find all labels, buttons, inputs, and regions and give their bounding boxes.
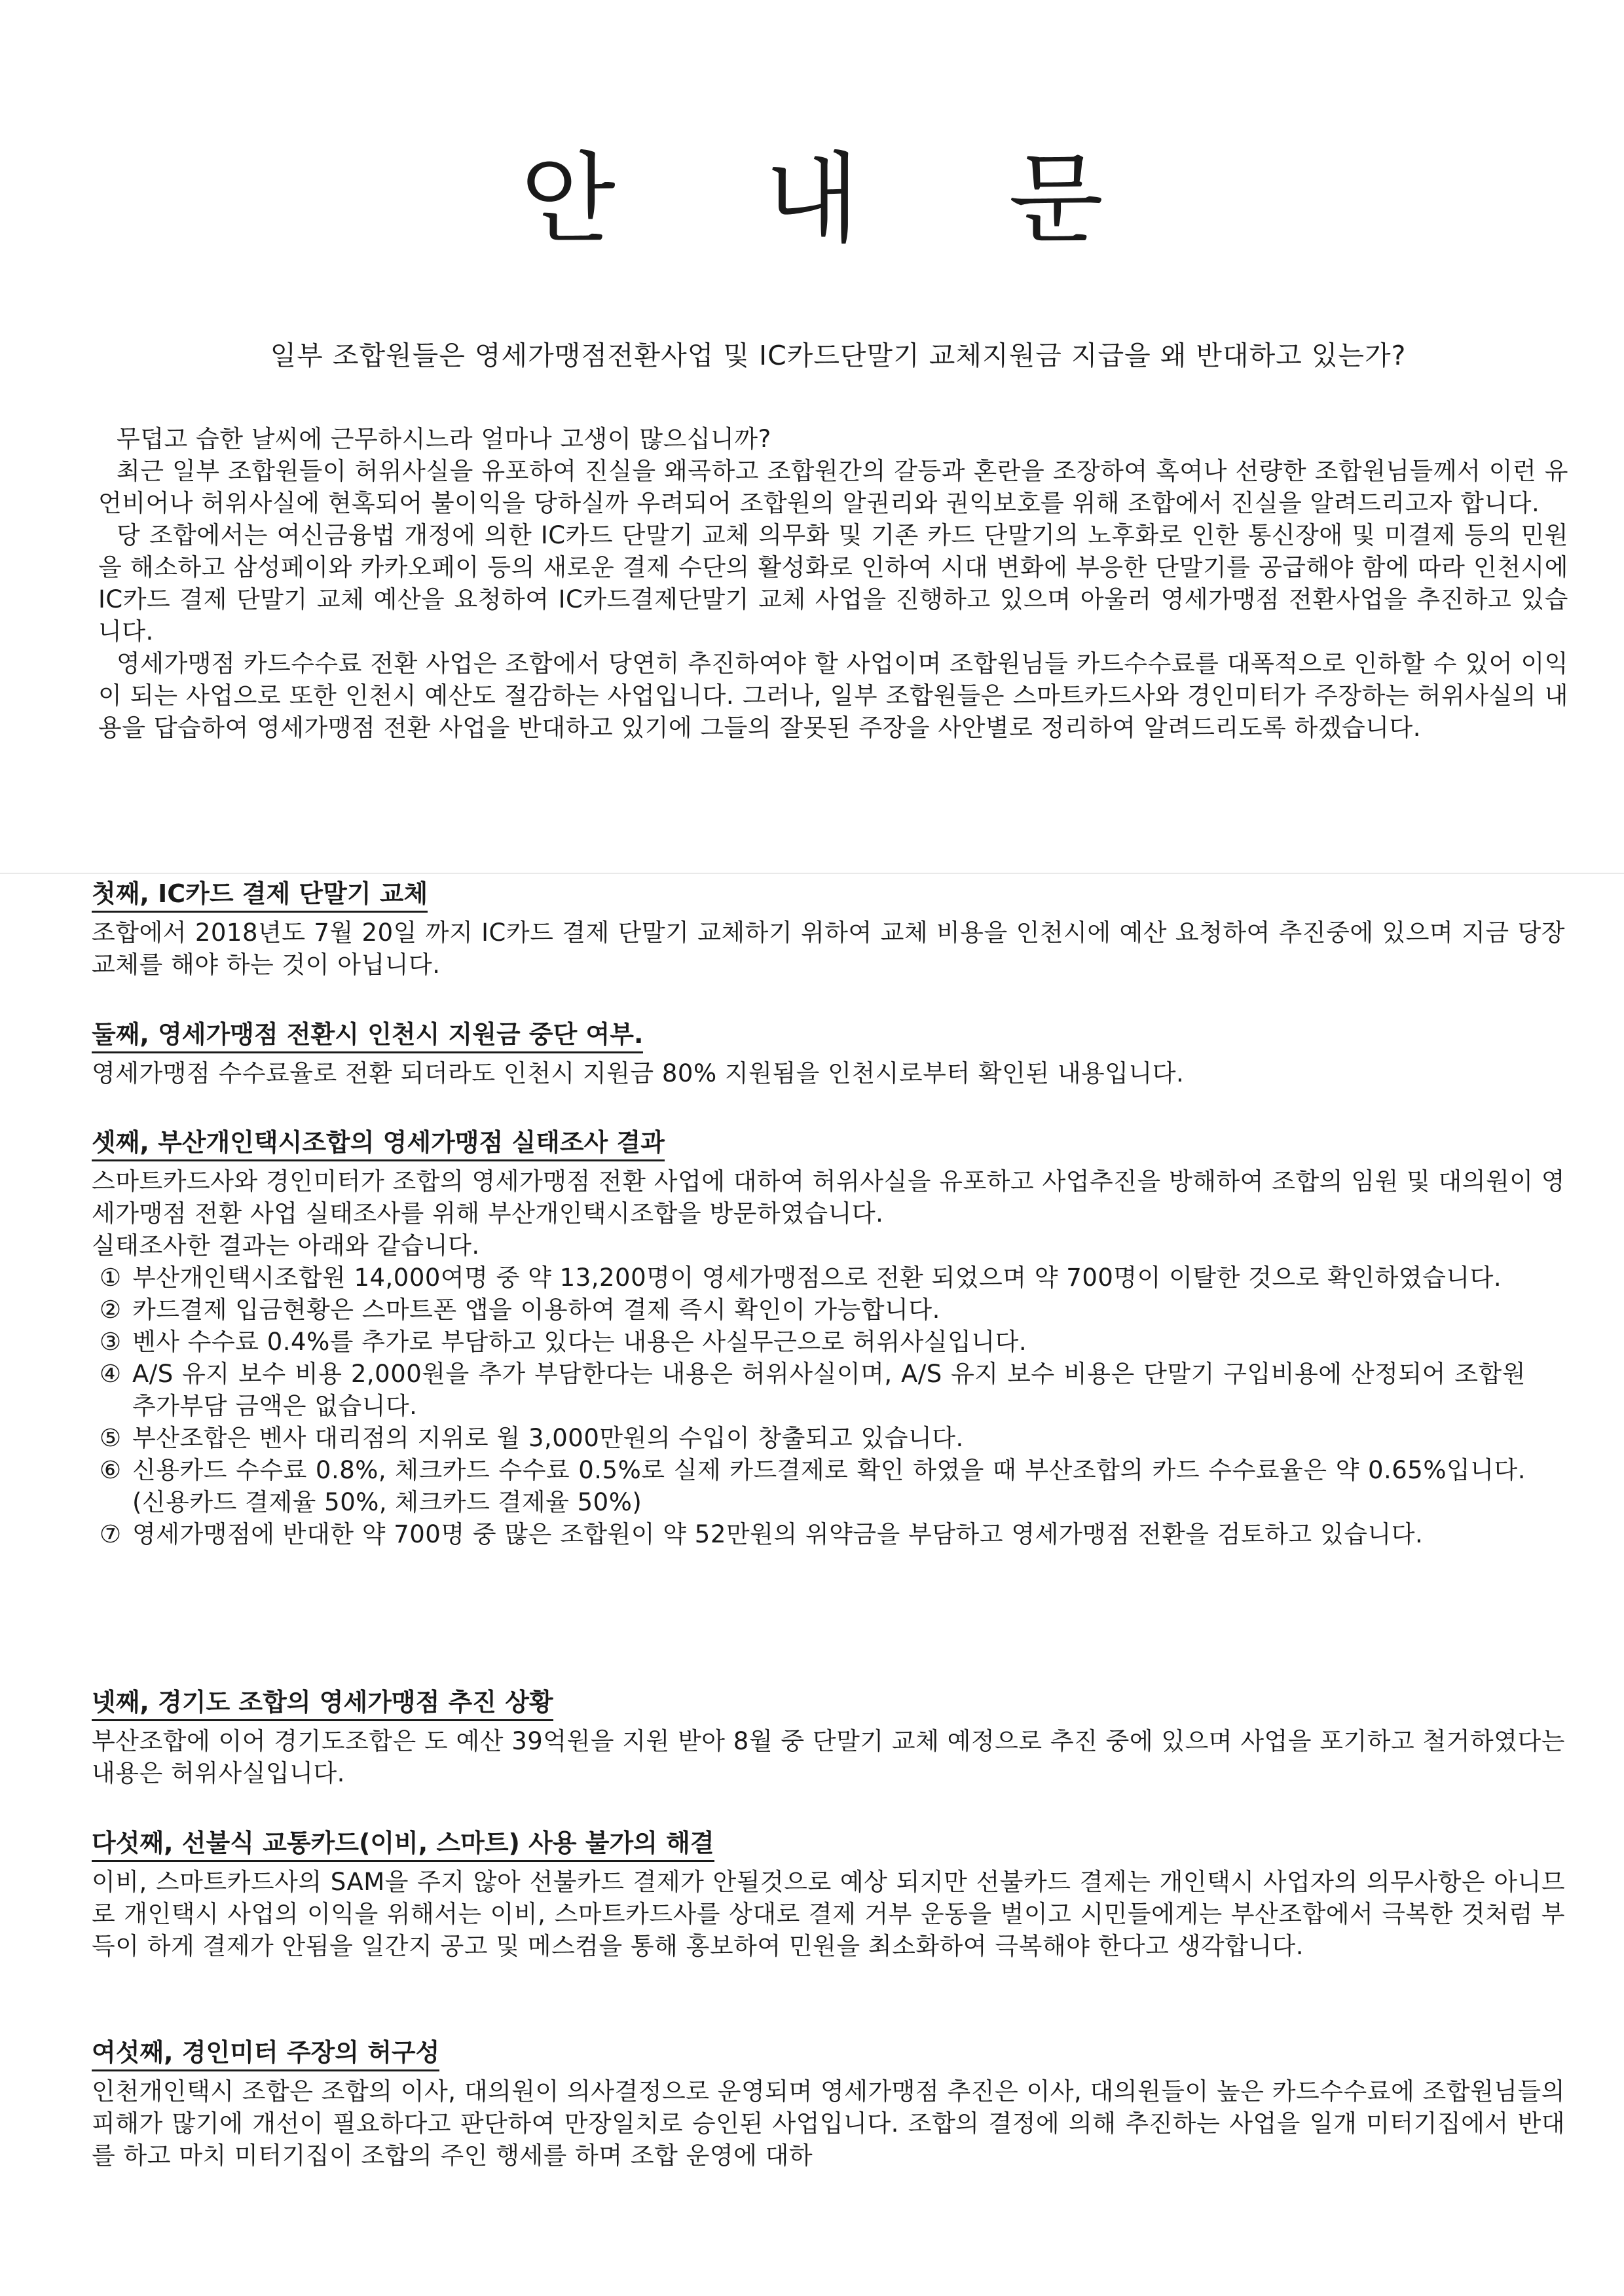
item-number: ② [100, 1296, 122, 1324]
item-number: ① [100, 1264, 122, 1292]
section-heading: 둘째, 영세가맹점 전환시 인천시 지원금 중단 여부. [92, 1018, 643, 1053]
section-body: 인천개인택시 조합은 조합의 이사, 대의원이 의사결정으로 운영되며 영세가맹점 추진은 이사, 대의원들이 높은 카드수수료에 조합원님들의 피해가 많기에 개선이 필요하다고 판단하여 만장일치로 승인된 사업입니다. 조합의 결정에 의해 추진하는 사업을 일개 미터기집에서 반대를 하고 마치 미터기집이 조합의 주인 행세를 하며 조합 운영에 대하 [92, 2077, 1565, 2170]
list-item [92, 1358, 1526, 1422]
section-third [92, 1126, 1565, 1550]
section-heading: 넷째, 경기도 조합의 영세가맹점 추진 상황 [92, 1686, 553, 1721]
item-text: 벤사 수수료 0.4%를 추가로 부담하고 있다는 내용은 사실무근으로 허위사실입니다. [132, 1328, 1027, 1356]
list-item [92, 1262, 1526, 1294]
list-item [92, 1326, 1526, 1358]
intro-paragraph: 당 조합에서는 여신금융법 개정에 의한 IC카드 단말기 교체 의무화 및 기존 카드 단말기의 노후화로 인한 통신장애 및 미결제 등의 민원을 해소하고 삼성페이와 카카오페이 등의 새로운 결제 수단의 활성화로 인하여 시대 변화에 부응한 단말기를 공급해야 함에 따라 인천시에 IC카드 결제 단말기 교체 예산을 요청하여 IC카드결제단말기 교체 사업을 진행하고 있으며 아울러 영세가맹점 전환사업을 추진하고 있습니다. [98, 521, 1568, 646]
list-item [92, 1294, 1526, 1326]
list-item [92, 1422, 1526, 1454]
section-second [92, 1018, 1565, 1089]
scan-fold-line [0, 873, 1624, 874]
item-number: ⑥ [100, 1456, 122, 1484]
intro-paragraph: 무덥고 습한 날씨에 근무하시느라 얼마나 고생이 많으십니까? [117, 425, 771, 453]
item-text: A/S 유지 보수 비용 2,000원을 추가 부담한다는 내용은 허위사실이며, A/S 유지 보수 비용은 단말기 구입비용에 산정되어 조합원 추가부담 금액은 없습니다. [132, 1360, 1526, 1420]
section-body: 영세가맹점 수수료율로 전환 되더라도 인천시 지원금 80% 지원됨을 인천시로부터 확인된 내용입니다. [92, 1059, 1185, 1087]
section-lead: 실태조사한 결과는 아래와 같습니다. [92, 1231, 480, 1260]
item-text: 영세가맹점에 반대한 약 700명 중 많은 조합원이 약 52만원의 위약금을 부담하고 영세가맹점 전환을 검토하고 있습니다. [132, 1520, 1424, 1548]
item-number: ④ [100, 1360, 122, 1388]
section-fourth [92, 1686, 1565, 1789]
list-item [92, 1518, 1526, 1550]
page-title: 안 내 문 [520, 143, 1163, 257]
item-text: 신용카드 수수료 0.8%, 체크카드 수수료 0.5%로 실제 카드결제로 확인 하였을 때 부산조합의 카드 수수료율은 약 0.65%입니다. (신용카드 결제율 50%, 체크카드 결제율 50%) [132, 1456, 1526, 1516]
section-sixth [92, 2036, 1565, 2172]
section-fifth [92, 1827, 1565, 1962]
section-heading: 여섯째, 경인미터 주장의 허구성 [92, 2036, 439, 2071]
intro-paragraph: 최근 일부 조합원들이 허위사실을 유포하여 진실을 왜곡하고 조합원간의 갈등과 혼란을 조장하여 혹여나 선량한 조합원님들께서 이런 유언비어나 허위사실에 현혹되어 불이익을 당하실까 우려되어 조합원의 알권리와 권익보호를 위해 조합에서 진실을 알려드리고자 합니다. [98, 457, 1568, 517]
section-heading: 다섯째, 선불식 교통카드(이비, 스마트) 사용 불가의 해결 [92, 1827, 714, 1862]
section-heading: 첫째, IC카드 결제 단말기 교체 [92, 877, 428, 913]
section-body: 스마트카드사와 경인미터가 조합의 영세가맹점 전환 사업에 대하여 허위사실을 유포하고 사업추진을 방해하여 조합의 임원 및 대의원이 영세가맹점 전환 사업 실태조사를 위해 부산개인택시조합을 방문하였습니다. [92, 1167, 1565, 1228]
item-number: ③ [100, 1328, 122, 1356]
intro-block [98, 423, 1568, 744]
intro-paragraph: 영세가맹점 카드수수료 전환 사업은 조합에서 당연히 추진하여야 할 사업이며 조합원님들 카드수수료를 대폭적으로 인하할 수 있어 이익이 되는 사업으로 또한 인천시 예산도 절감하는 사업입니다. 그러나, 일부 조합원들은 스마트카드사와 경인미터가 주장하는 허위사실의 내용을 답습하여 영세가맹점 전환 사업을 반대하고 있기에 그들의 잘못된 주장을 사안별로 정리하여 알려드리도록 하겠습니다. [98, 649, 1568, 742]
page-subtitle: 일부 조합원들은 영세가맹점전환사업 및 IC카드단말기 교체지원금 지급을 왜 반대하고 있는가? [270, 340, 1407, 371]
list-item [92, 1454, 1526, 1518]
item-text: 부산조합은 벤사 대리점의 지위로 월 3,000만원의 수입이 창출되고 있습니다. [132, 1424, 964, 1452]
item-number: ⑦ [100, 1520, 122, 1548]
section-heading: 셋째, 부산개인택시조합의 영세가맹점 실태조사 결과 [92, 1126, 665, 1161]
item-text: 카드결제 입금현황은 스마트폰 앱을 이용하여 결제 즉시 확인이 가능합니다. [132, 1296, 940, 1324]
section-first [92, 877, 1565, 981]
findings-list [92, 1262, 1565, 1550]
item-text: 부산개인택시조합원 14,000여명 중 약 13,200명이 영세가맹점으로 전환 되었으며 약 700명이 이탈한 것으로 확인하였습니다. [132, 1264, 1502, 1292]
section-body: 조합에서 2018년도 7월 20일 까지 IC카드 결제 단말기 교체하기 위하여 교체 비용을 인천시에 예산 요청하여 추진중에 있으며 지금 당장 교체를 해야 하는 것이 아닙니다. [92, 919, 1565, 979]
section-body: 부산조합에 이어 경기도조합은 도 예산 39억원을 지원 받아 8월 중 단말기 교체 예정으로 추진 중에 있으며 사업을 포기하고 철거하였다는 내용은 허위사실입니다. [92, 1727, 1565, 1787]
item-number: ⑤ [100, 1424, 122, 1452]
section-body: 이비, 스마트카드사의 SAM을 주지 않아 선불카드 결제가 안될것으로 예상 되지만 선불카드 결제는 개인택시 사업자의 의무사항은 아니므로 개인택시 사업의 이익을 위해서는 이비, 스마트카드사를 상대로 결제 거부 운동을 벌이고 시민들에게는 부산조합에서 극복한 것처럼 부득이 하게 결제가 안됨을 일간지 공고 및 메스컴을 통해 홍보하여 민원을 최소화하여 극복해야 한다고 생각합니다. [92, 1868, 1565, 1960]
